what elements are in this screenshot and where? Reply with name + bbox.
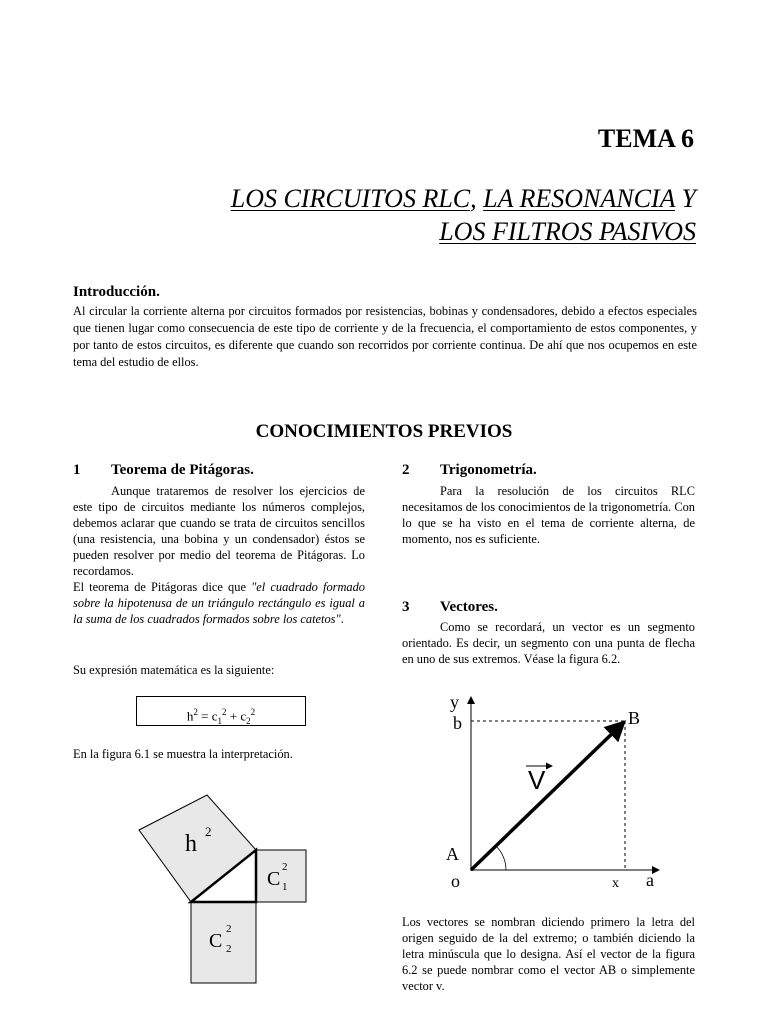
title-conjunction: Y (681, 184, 696, 213)
hypotenuse-exp: 2 (205, 824, 212, 839)
tema-number: TEMA 6 (597, 124, 694, 153)
intro-paragraph: Al circular la corriente alterna por circuitos formados por resistencias, bobinas y condensadores, debido a efectos especiales que tienen lugar como consecuencia de este tipo de corriente y de la frecuencia, el comportamiento de estos componentes, y por tanto de estos circuitos, es diferente que cuando son recorridos por corriente continua. De ahí que nos ocupemos en este tema del estudio de ellos. (73, 304, 697, 369)
cathetus-2-square (191, 902, 256, 983)
sec1-p2-lead: El teorema de Pitágoras dice que (73, 580, 252, 594)
sec3-title: Vectores. (440, 599, 498, 615)
sec1-body (73, 483, 365, 627)
sec1-p2-quote: "el cuadrado formado sobre la hipotenusa de un triángulo rectángulo es igual a la suma de los cuadrados formados sobre los catetos" (73, 580, 366, 626)
formula-lhs-exp: 2 (193, 707, 198, 717)
cathetus-1-sub: 1 (282, 881, 288, 893)
sec1-paragraph-2 (73, 579, 365, 627)
cathetus-1-square (256, 850, 306, 902)
sec1-paragraph-1: Aunque trataremos de resolver los ejercicios de este tipo de circuitos mediante los números complejos, debemos aclarar que cuando se trata de circuitos sencillos (una resistencia, una bobina y un condensador) éstos se pueden resolver por medio del teorema de Pitágoras. Lo recordamos. (73, 484, 365, 578)
formula-eq: = (197, 708, 212, 724)
formula-lhs: h (186, 708, 194, 724)
formula-t2: c (240, 708, 247, 724)
main-title-line-1 (231, 184, 696, 214)
formula-t1: c (211, 708, 218, 724)
title-part-rlc: LOS CIRCUITOS RLC (230, 184, 471, 213)
formula-t2-exp: 2 (250, 707, 256, 717)
sec1-title: Teorema de Pitágoras. (111, 462, 254, 478)
o-label: o (451, 871, 460, 891)
v-label: V (528, 765, 546, 795)
title-part-filtros: LOS FILTROS PASIVOS (439, 217, 696, 246)
intro-heading: Introducción. (73, 284, 160, 300)
cathetus-1-exp: 2 (282, 861, 288, 873)
hypotenuse-label: h (185, 831, 197, 857)
main-title-line-2 (439, 217, 696, 247)
formula-t1-sub: 1 (217, 715, 222, 726)
y-axis-label: y (450, 692, 459, 712)
sec3-heading (402, 599, 498, 616)
sec3-paragraph-2: Los vectores se nombran diciendo primero la letra del origen seguido de la del extremo; o también diciendo la letra minúscula que lo designa. Así el vector de la figura 6.2 se puede nombrar como el vector AB o simplemente vector v. (402, 915, 695, 993)
angle-arc (496, 846, 506, 870)
vector-ab (471, 725, 621, 870)
cathetus-2-exp: 2 (226, 923, 232, 935)
sec3-body (402, 619, 695, 667)
sec1-p2-end: . (340, 612, 344, 626)
formula-plus: + (226, 708, 241, 724)
formula-t1-exp: 2 (222, 707, 227, 717)
sec2-number: 2 (402, 462, 410, 478)
x-label: x (612, 876, 619, 891)
sec2-body (402, 483, 695, 547)
sec2-title: Trigonometría. (440, 462, 537, 478)
title-separator: , (470, 184, 477, 213)
a-label: a (646, 870, 654, 890)
title-part-resonancia: LA RESONANCIA (483, 184, 676, 213)
sec1-heading (73, 462, 254, 479)
sec2-paragraph-1: Para la resolución de los circuitos RLC necesitamos de los conocimientos de la trigonometría. Con lo que se ha visto en el tema de corriente alterna, de momento, nos es suficiente. (402, 484, 695, 546)
vector-figure (440, 688, 670, 898)
sec1-number: 1 (73, 462, 81, 478)
sec3-number: 3 (402, 599, 410, 615)
sec1-paragraph-4: En la figura 6.1 se muestra la interpretación. (73, 747, 293, 761)
B-label: B (628, 708, 641, 728)
sec1-paragraph-3: Su expresión matemática es la siguiente: (73, 663, 275, 677)
sec2-heading (402, 462, 537, 479)
pythagoras-figure (130, 780, 320, 990)
cathetus-2-sub: 2 (226, 943, 232, 955)
section-heading: CONOCIMIENTOS PREVIOS (255, 421, 513, 442)
formula-t2-sub: 2 (246, 715, 251, 726)
cathetus-1-label: C (267, 868, 281, 890)
A-label: A (446, 844, 459, 864)
cathetus-2-label: C (209, 930, 223, 952)
b-label: b (453, 713, 462, 733)
sec3-paragraph-1: Como se recordará, un vector es un segmento orientado. Es decir, un segmento con una punta de flecha en uno de sus extremos. Véase la figura 6.2. (402, 620, 695, 666)
pythagoras-formula (136, 696, 306, 726)
